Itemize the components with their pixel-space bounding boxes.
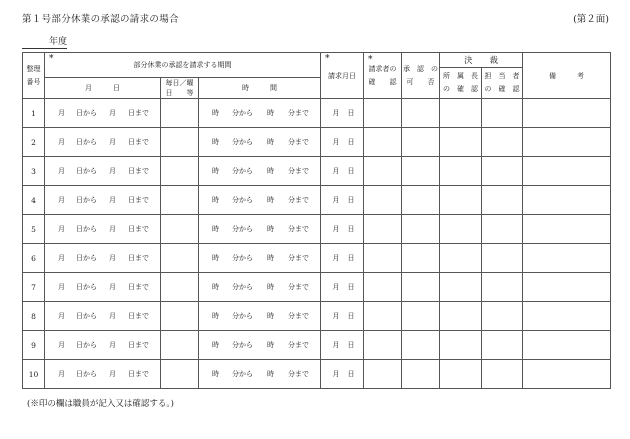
period-date-range-field[interactable]: 月 日から 月 日まで bbox=[45, 157, 161, 186]
col-charge-confirm-header: 担 当 者 の 確 認 bbox=[482, 68, 523, 99]
requester-confirm-field[interactable] bbox=[364, 128, 402, 157]
remarks-field[interactable] bbox=[523, 360, 611, 389]
remarks-field[interactable] bbox=[523, 244, 611, 273]
head-confirm-field[interactable] bbox=[440, 360, 482, 389]
time-range-field[interactable]: 時 分から 時 分まで bbox=[199, 215, 321, 244]
col-request-date-header: * 請求月日 bbox=[321, 53, 364, 99]
time-range-field[interactable]: 時 分から 時 分まで bbox=[199, 331, 321, 360]
request-date-field[interactable]: 月 日 bbox=[321, 99, 364, 128]
head-confirm-field[interactable] bbox=[440, 331, 482, 360]
requester-confirm-field[interactable] bbox=[364, 215, 402, 244]
remarks-field[interactable] bbox=[523, 302, 611, 331]
time-range-field[interactable]: 時 分から 時 分まで bbox=[199, 157, 321, 186]
approval-field[interactable] bbox=[402, 99, 440, 128]
request-date-field[interactable]: 月 日 bbox=[321, 244, 364, 273]
approval-field[interactable] bbox=[402, 128, 440, 157]
approval-field[interactable] bbox=[402, 186, 440, 215]
daily-weekday-field[interactable] bbox=[161, 244, 199, 273]
table-row bbox=[23, 331, 611, 360]
period-date-range-field[interactable]: 月 日から 月 日まで bbox=[45, 331, 161, 360]
approval-field[interactable] bbox=[402, 302, 440, 331]
period-date-range-field[interactable]: 月 日から 月 日まで bbox=[45, 128, 161, 157]
approval-field[interactable] bbox=[402, 360, 440, 389]
col-daily-header: 毎日／曜 日 等 bbox=[161, 78, 199, 99]
remarks-field[interactable] bbox=[523, 157, 611, 186]
daily-weekday-field[interactable] bbox=[161, 186, 199, 215]
daily-weekday-field[interactable] bbox=[161, 215, 199, 244]
time-range-field[interactable]: 時 分から 時 分まで bbox=[199, 273, 321, 302]
time-range-field[interactable]: 時 分から 時 分まで bbox=[199, 360, 321, 389]
table-row bbox=[23, 128, 611, 157]
charge-confirm-field[interactable] bbox=[482, 360, 523, 389]
head-confirm-field[interactable] bbox=[440, 128, 482, 157]
fiscal-year-label: 年度 bbox=[22, 37, 67, 49]
table-row bbox=[23, 99, 611, 128]
charge-confirm-field[interactable] bbox=[482, 273, 523, 302]
charge-confirm-field[interactable] bbox=[482, 186, 523, 215]
requester-confirm-field[interactable] bbox=[364, 186, 402, 215]
request-date-field[interactable]: 月 日 bbox=[321, 215, 364, 244]
row-number: 1 bbox=[23, 99, 45, 128]
table-row bbox=[23, 186, 611, 215]
row-number: 7 bbox=[23, 273, 45, 302]
head-confirm-field[interactable] bbox=[440, 244, 482, 273]
remarks-field[interactable] bbox=[523, 273, 611, 302]
request-date-field[interactable]: 月 日 bbox=[321, 186, 364, 215]
approval-field[interactable] bbox=[402, 157, 440, 186]
daily-weekday-field[interactable] bbox=[161, 331, 199, 360]
charge-confirm-field[interactable] bbox=[482, 244, 523, 273]
requester-confirm-field[interactable] bbox=[364, 99, 402, 128]
time-range-field[interactable]: 時 分から 時 分まで bbox=[199, 244, 321, 273]
time-range-field[interactable]: 時 分から 時 分まで bbox=[199, 128, 321, 157]
charge-confirm-field[interactable] bbox=[482, 99, 523, 128]
table-row bbox=[23, 302, 611, 331]
col-remarks-header: 備 考 bbox=[523, 53, 611, 99]
request-date-field[interactable]: 月 日 bbox=[321, 128, 364, 157]
col-number-header: 整理 番号 bbox=[23, 53, 45, 99]
remarks-field[interactable] bbox=[523, 215, 611, 244]
daily-weekday-field[interactable] bbox=[161, 99, 199, 128]
remarks-field[interactable] bbox=[523, 128, 611, 157]
period-date-range-field[interactable]: 月 日から 月 日まで bbox=[45, 244, 161, 273]
col-time-header: 時 間 bbox=[199, 78, 321, 99]
time-range-field[interactable]: 時 分から 時 分まで bbox=[199, 186, 321, 215]
time-range-field[interactable]: 時 分から 時 分まで bbox=[199, 302, 321, 331]
period-date-range-field[interactable]: 月 日から 月 日まで bbox=[45, 99, 161, 128]
table-row bbox=[23, 273, 611, 302]
footer-note: (※印の欄は職員が記入又は確認する。) bbox=[27, 399, 174, 409]
charge-confirm-field[interactable] bbox=[482, 302, 523, 331]
remarks-field[interactable] bbox=[523, 331, 611, 360]
daily-weekday-field[interactable] bbox=[161, 302, 199, 331]
row-number: 5 bbox=[23, 215, 45, 244]
row-number: 2 bbox=[23, 128, 45, 157]
request-date-field[interactable]: 月 日 bbox=[321, 302, 364, 331]
period-date-range-field[interactable]: 月 日から 月 日まで bbox=[45, 360, 161, 389]
charge-confirm-field[interactable] bbox=[482, 331, 523, 360]
charge-confirm-field[interactable] bbox=[482, 128, 523, 157]
daily-weekday-field[interactable] bbox=[161, 157, 199, 186]
page-number: (第２面) bbox=[573, 14, 609, 25]
table-row bbox=[23, 244, 611, 273]
request-date-field[interactable]: 月 日 bbox=[321, 331, 364, 360]
daily-weekday-field[interactable] bbox=[161, 273, 199, 302]
row-number: 4 bbox=[23, 186, 45, 215]
head-confirm-field[interactable] bbox=[440, 186, 482, 215]
request-form-table bbox=[22, 52, 611, 389]
period-header: * 部分休業の承認を請求する期間 bbox=[45, 53, 321, 78]
col-approval-header: 承 認 の 可 否 bbox=[402, 53, 440, 99]
approval-field[interactable] bbox=[402, 215, 440, 244]
col-month-day-header: 月 日 bbox=[45, 78, 161, 99]
row-number: 6 bbox=[23, 244, 45, 273]
head-confirm-field[interactable] bbox=[440, 99, 482, 128]
requester-confirm-field[interactable] bbox=[364, 273, 402, 302]
table-row bbox=[23, 215, 611, 244]
charge-confirm-field[interactable] bbox=[482, 157, 523, 186]
request-date-field[interactable]: 月 日 bbox=[321, 157, 364, 186]
head-confirm-field[interactable] bbox=[440, 157, 482, 186]
head-confirm-field[interactable] bbox=[440, 302, 482, 331]
daily-weekday-field[interactable] bbox=[161, 128, 199, 157]
head-confirm-field[interactable] bbox=[440, 273, 482, 302]
remarks-field[interactable] bbox=[523, 99, 611, 128]
requester-confirm-field[interactable] bbox=[364, 302, 402, 331]
approval-field[interactable] bbox=[402, 331, 440, 360]
row-number: 9 bbox=[23, 331, 45, 360]
daily-weekday-field[interactable] bbox=[161, 360, 199, 389]
approval-field[interactable] bbox=[402, 244, 440, 273]
row-number: 3 bbox=[23, 157, 45, 186]
request-date-field[interactable]: 月 日 bbox=[321, 360, 364, 389]
col-decision-header: 決 裁 bbox=[440, 53, 523, 68]
form-title: 第１号部分休業の承認の請求の場合 bbox=[22, 14, 179, 25]
period-date-range-field[interactable]: 月 日から 月 日まで bbox=[45, 273, 161, 302]
remarks-field[interactable] bbox=[523, 186, 611, 215]
period-date-range-field[interactable]: 月 日から 月 日まで bbox=[45, 215, 161, 244]
requester-confirm-field[interactable] bbox=[364, 331, 402, 360]
request-date-field[interactable]: 月 日 bbox=[321, 273, 364, 302]
row-number: 10 bbox=[23, 360, 45, 389]
table-row bbox=[23, 360, 611, 389]
charge-confirm-field[interactable] bbox=[482, 215, 523, 244]
row-number: 8 bbox=[23, 302, 45, 331]
requester-confirm-field[interactable] bbox=[364, 360, 402, 389]
col-head-confirm-header: 所 属 長 の 確 認 bbox=[440, 68, 482, 99]
col-requester-header: * 請求者の 確 認 bbox=[364, 53, 402, 99]
table-row bbox=[23, 157, 611, 186]
period-date-range-field[interactable]: 月 日から 月 日まで bbox=[45, 302, 161, 331]
head-confirm-field[interactable] bbox=[440, 215, 482, 244]
time-range-field[interactable]: 時 分から 時 分まで bbox=[199, 99, 321, 128]
approval-field[interactable] bbox=[402, 273, 440, 302]
requester-confirm-field[interactable] bbox=[364, 244, 402, 273]
requester-confirm-field[interactable] bbox=[364, 157, 402, 186]
period-date-range-field[interactable]: 月 日から 月 日まで bbox=[45, 186, 161, 215]
